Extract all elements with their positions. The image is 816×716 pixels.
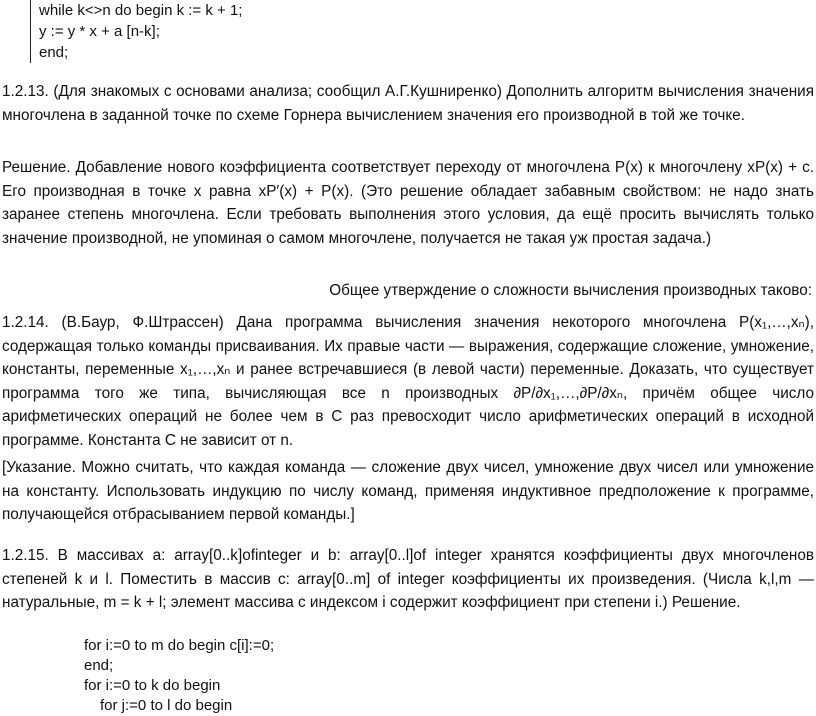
hint-text: [Указание. Можно считать, что каждая команда — сложение двух чисел, умножение двух чисел или умножение на константу. Использовать индукцию по числу команд, применяя индуктивное предположение к программе, получающейся отбрасыванием первой команды.] <box>2 459 814 523</box>
problem-text: 1.2.13. (Для знакомых с основами анализа; сообщил А.Г.Кушниренко) Дополнить алгоритм вычисления значения многочлена в заданной точке по схеме Горнера вычислением значения его производной в той же точке. <box>2 83 814 124</box>
problem-1-2-15 <box>2 544 814 615</box>
code-line: while k<>n do begin k := k + 1; <box>39 2 243 19</box>
problem-1-2-14 <box>2 311 814 452</box>
code-block-top <box>30 0 242 63</box>
hint-1-2-14 <box>2 456 814 527</box>
code-line: y := y * x + a [n-k]; <box>39 23 160 40</box>
problem-text: 1.2.15. В массивах a: array[0..k]ofinteger и b: array[0..l]of integer хранятся коэффициенты двух многочленов степеней k и l. Поместить в массив c: array[0..m] of integer коэффициенты их произведения. (Числа k,l,m — натуральные, m = k + l; элемент массива с индексом i содержит коэффициент при степени i.) Решение. <box>2 547 814 611</box>
code-line: end; <box>39 44 69 61</box>
code-line: for j:=0 to l do begin <box>100 697 233 714</box>
general-statement-text: Общее утверждение о сложности вычисления производных таково: <box>329 282 812 299</box>
code-line: for i:=0 to k do begin <box>84 677 221 694</box>
code-block-bottom <box>84 636 274 716</box>
solution-text: Решение. Добавление нового коэффициента соответствует переходу от многочлена P(x) к многочлену xP(x) + c. Его производная в точке x равна xP′(x) + P(x). (Это решение обладает забавным свойством: не надо знать заранее степень многочлена. Если требовать выполнения этого условия, да ещё просить вычислять только значение производной, не упоминая о самом многочлене, получается не такая уж простая задача.) <box>2 159 814 247</box>
code-line: for i:=0 to m do begin c[i]:=0; <box>84 637 275 654</box>
code-line: end; <box>84 657 114 674</box>
problem-1-2-13 <box>2 80 814 127</box>
general-statement <box>112 279 812 303</box>
problem-text: 1.2.14. (В.Баур, Ф.Штрассен) Дана программа вычисления значения некоторого многочлена P(x₁,…,xₙ), содержащая только команды присваивания. Их правые части — выражения, содержащие сложение, умножение, константы, переменные x₁,…,xₙ и ранее встречавшиеся (в левой части) переменные. Доказать, что существует программа того же типа, вычисляющая все n производных ∂P/∂x₁,…,∂P/∂xₙ, причём общее число арифметических операций не более чем в C раз превосходит число арифметических операций в исходной программе. Константа C не зависит от n. <box>2 314 814 449</box>
solution-1-2-13 <box>2 156 814 250</box>
